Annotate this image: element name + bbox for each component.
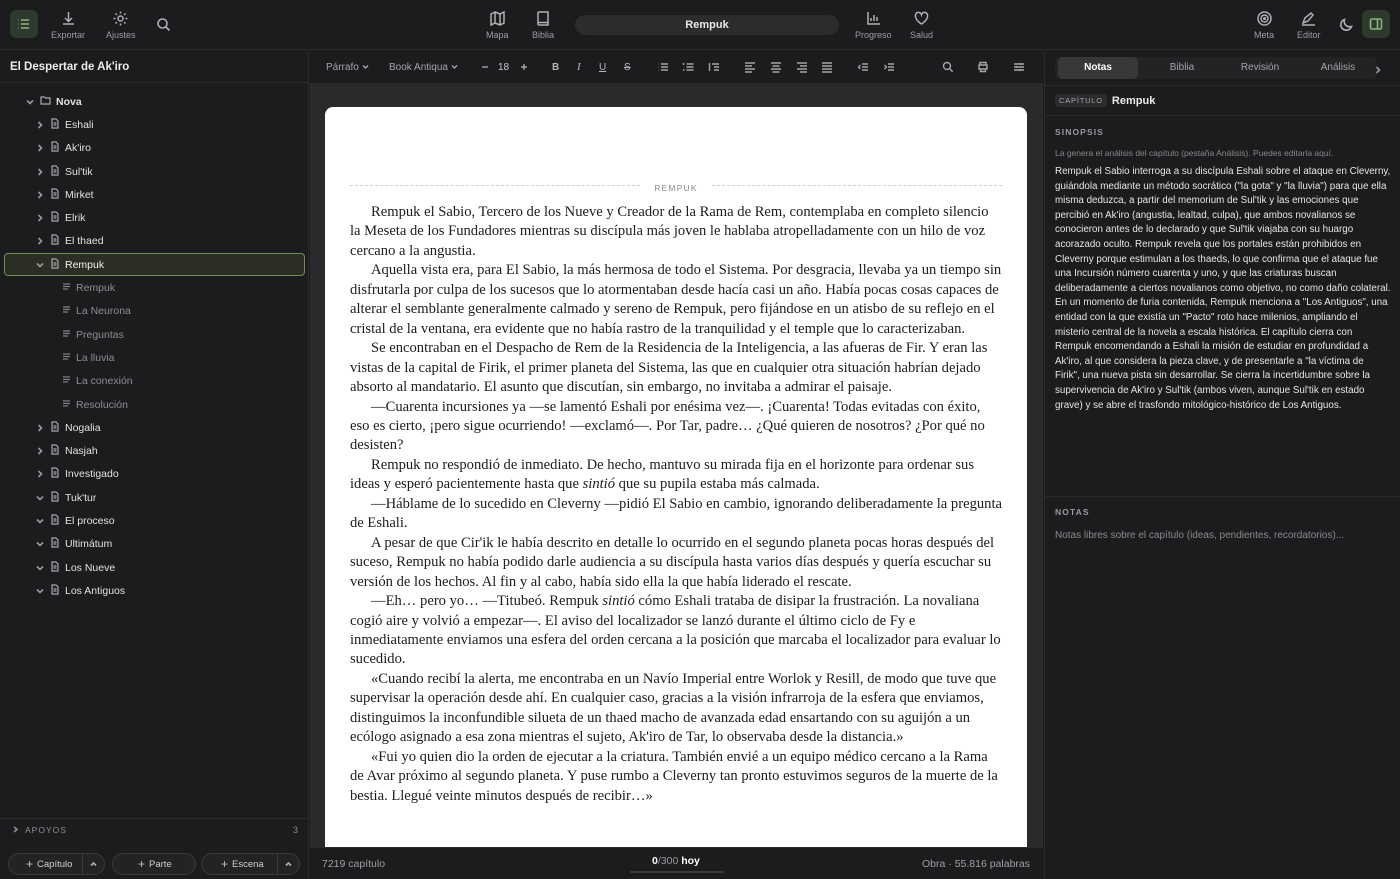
tree-root[interactable] (0, 90, 308, 113)
tree-chapter[interactable] (0, 206, 308, 229)
daily-goal[interactable] (652, 855, 700, 867)
add-buttons (8, 853, 302, 875)
synopsis-hint: La genera el análisis del capítulo (pestaña Análisis). Puedes editarla aquí. (1055, 148, 1334, 158)
sidebar-toggle-button[interactable] (10, 10, 38, 38)
document-body[interactable] (350, 203, 1002, 806)
status-bar (310, 847, 1043, 879)
bible-label: Biblia (532, 30, 555, 40)
search-button[interactable] (156, 17, 171, 35)
chevron-right-icon[interactable] (35, 190, 45, 200)
export-button[interactable] (51, 10, 85, 41)
tree-chapter-label: El proceso (65, 514, 115, 527)
tree-scene[interactable] (0, 276, 308, 299)
printer-icon (977, 61, 989, 73)
panel-toggle-button[interactable] (1362, 10, 1390, 38)
font-size-decrease[interactable] (479, 60, 491, 74)
tree-scene[interactable] (0, 323, 308, 346)
bar-chart-icon (865, 10, 882, 27)
tree-scene-label: Rempuk (76, 282, 116, 295)
tree-chapter[interactable] (0, 183, 308, 206)
font-value: Book Antiqua (389, 61, 448, 73)
chapter-info (1055, 94, 1155, 107)
tree-chapter[interactable] (0, 439, 308, 462)
format-toolbar (310, 51, 1043, 84)
top-bar (0, 0, 1400, 50)
plus-icon (518, 61, 530, 73)
paragraph: —Cuarenta incursiones ya —se lamentó Eshali por enésima vez—. ¡Cuarenta! Todas evitadas con éxito, eso es cierto, ¡pero sigue ocurriendo! —exclamó—. Por Tar, padre… ¿Qué quieren de nosotros? ¿Por qué no desisten? (350, 398, 985, 454)
tree-chapter[interactable] (0, 416, 308, 439)
tree-chapter-label: Nogalia (65, 421, 101, 434)
tree-chapter-label: Nasjah (65, 445, 98, 458)
paragraph: Aquella vista era, para El Sabio, la más hermosa de todo el Sistema. Por desgracia, llevaba ya un tiempo sin disfrutarla por culpa de los sucesos que lo atormentaban desde hacía casi un año. Había pocas cosas capaces de alterar el semblante generalmente calmado y sereno de Rempuk, pero fijándose en un atisbo de su reflejo en el cristal de la ventana, era evidente que no había rastro de la tranquilidad y el temple que lo caracterizaban. (350, 262, 1002, 337)
editor (310, 51, 1043, 879)
text-lines-icon (62, 305, 71, 317)
align-right-icon (796, 61, 808, 73)
italic-text: sintió (602, 593, 635, 610)
tree-chapter[interactable] (0, 556, 308, 579)
chevron-down-icon[interactable] (35, 493, 45, 503)
sidebar (0, 51, 309, 879)
tab-analysis[interactable]: Análisis (1320, 62, 1356, 73)
tree-chapter-selected[interactable] (0, 253, 308, 276)
paragraph (350, 456, 1002, 495)
pen-icon (1300, 10, 1317, 27)
heading-rule (350, 185, 640, 186)
outline-icon (708, 61, 720, 73)
document-icon (50, 467, 60, 481)
chevron-right-icon[interactable] (35, 446, 45, 456)
text-lines-icon (62, 352, 71, 364)
add-scene-button[interactable] (201, 853, 300, 875)
add-chapter-button[interactable] (8, 853, 105, 875)
font-size-increase[interactable] (518, 60, 530, 74)
today-count: 0 (652, 855, 658, 867)
chevron-down-icon[interactable] (35, 586, 45, 596)
paragraph-style-value: Párrafo (326, 61, 359, 73)
italic-button[interactable]: I (577, 61, 581, 73)
text-lines-icon (62, 329, 71, 341)
document-icon (50, 258, 60, 272)
tree-scene-label: Resolución (76, 398, 128, 411)
outline-button[interactable] (708, 60, 720, 74)
paragraph: Se encontraban en el Despacho de Rem de la Residencia de la Inteligencia, a las afueras de Fir. Y eran las vistas de la capital de Firik, el primer planeta del Sistema, las que en cualquier otra situación habrían dejado absorto al mandatario. El asunto que discutían, sin embargo, no invitaba a admirar el paisaje. (350, 340, 988, 396)
paragraph: Rempuk el Sabio, Tercero de los Nueve y Creador de la Rama de Rem, contemplaba en completo silencio la Meseta de los Fundadores mientras su discípula más joven le hablaba atropelladamente con un hilo de voz cercano a la angustia. (350, 204, 989, 259)
goal-label: Meta (1254, 30, 1275, 40)
document-icon (50, 561, 60, 575)
document-icon (50, 421, 60, 435)
divider (1045, 496, 1400, 497)
notes-field[interactable]: Notas libres sobre el capítulo (ideas, pendientes, recordatorios)... (1055, 530, 1345, 541)
tree-chapter[interactable] (0, 463, 308, 486)
divider (1045, 85, 1400, 86)
inspector-panel (1044, 51, 1400, 879)
add-scene-label: Escena (232, 858, 264, 870)
paragraph-style-select[interactable] (326, 60, 369, 74)
text-lines-icon (62, 399, 71, 411)
paragraph-text: que su pupila estaba más calmada. (615, 476, 820, 493)
chevron-down-icon[interactable] (35, 563, 45, 573)
chevron-down-icon[interactable] (35, 516, 45, 526)
tree-chapter-label: Sul'tik (65, 165, 93, 178)
add-part-button[interactable] (112, 853, 196, 875)
chevron-right-icon[interactable] (35, 167, 45, 177)
map-button[interactable] (486, 10, 509, 41)
document-page[interactable] (325, 107, 1027, 847)
format-settings-button[interactable] (1013, 60, 1025, 74)
document-icon (50, 491, 60, 505)
tree-scene-label: La conexión (76, 375, 133, 388)
chevron-right-icon[interactable] (35, 469, 45, 479)
outdent-icon (857, 61, 869, 73)
chevron-down-icon[interactable] (35, 539, 45, 549)
search-icon (156, 17, 171, 32)
synopsis-title: SINOPSIS (1055, 127, 1104, 137)
manuscript-tree (0, 83, 308, 603)
tree-scene[interactable] (0, 346, 308, 369)
tree-scene[interactable] (0, 300, 308, 323)
minus-icon (479, 61, 491, 73)
chevron-right-icon[interactable] (35, 120, 45, 130)
dark-mode-button[interactable] (1339, 17, 1354, 35)
align-center-icon (770, 61, 782, 73)
moon-icon (1339, 17, 1354, 32)
chevron-right-icon[interactable] (35, 423, 45, 433)
document-icon (50, 444, 60, 458)
paragraph-text: Rempuk no respondió de inmediato. De hecho, mantuvo su mirada fija en el horizonte para ordenar sus ideas y esperó pacientemente hasta que (350, 456, 975, 493)
editor-button[interactable] (1297, 10, 1321, 41)
chevron-down-icon (448, 62, 458, 73)
paragraph: «Fui yo quien dio la orden de ejecutar a la criatura. También envié a un equipo médico cercano a la Rama de Avar próximo al segundo planeta. Y puse rumbo a Cleverny tan pronto estuvimos seguros de la muerte de la bestia. Llegué veinte minutos después de recibir…» (350, 748, 998, 804)
supports-count: 3 (292, 825, 298, 835)
list-icon (17, 17, 31, 31)
heart-icon (913, 10, 930, 27)
bold-button[interactable]: B (552, 61, 560, 73)
tree-chapter[interactable] (0, 509, 308, 532)
project-title: El Despertar de Ak'iro (0, 51, 308, 83)
progress-button[interactable] (855, 10, 892, 41)
indent-icon (883, 61, 895, 73)
bullet-list-button[interactable] (657, 60, 669, 74)
plus-icon: + (26, 857, 34, 871)
plus-icon: + (221, 857, 229, 871)
tree-chapter-label: Tuk'tur (65, 491, 97, 504)
tree-chapter-label: Ak'iro (65, 142, 91, 155)
book-icon (535, 10, 552, 27)
tree-chapter-label: Elrik (65, 212, 86, 225)
gear-icon (112, 10, 129, 27)
editor-label: Editor (1297, 30, 1321, 40)
tree-scene[interactable] (0, 393, 308, 416)
today-label: hoy (681, 855, 700, 867)
search-icon (942, 61, 954, 73)
tree-chapter-label: Eshali (65, 118, 94, 131)
tree-root-label: Nova (56, 95, 82, 108)
numbered-list-icon (682, 61, 694, 73)
tree-chapter[interactable] (0, 160, 308, 183)
chapter-heading (350, 180, 1002, 192)
align-left-button[interactable] (744, 60, 756, 74)
health-label: Salud (910, 30, 934, 40)
tree-chapter[interactable] (0, 230, 308, 253)
chapter-name: Rempuk (1111, 94, 1156, 107)
tab-review[interactable]: Revisión (1240, 62, 1280, 73)
supports-label: APOYOS (25, 825, 67, 835)
paragraph: «Cuando recibí la alerta, me encontraba en un Navío Imperial entre Worlok y Resill, de modo que tuve que supervisar la operación desde ahí. En cualquier caso, gracias a la visión infrarroja de la esfera que enviamos, distinguimos la inconfundible silueta de un thaed macho de avanzada edad ensartando con su aguijón a un ecólogo asignado a esa zona mientras el sujeto, Ak'iro de Tar, lo observaba desde la distancia.» (350, 670, 997, 746)
outdent-button[interactable] (857, 60, 869, 74)
find-button[interactable] (942, 60, 954, 74)
synopsis-text[interactable]: Rempuk el Sabio interroga a su discípula Eshali sobre el ataque en Cleverny, guiándola mediante un método socrático ("la gota" y "la lluvia") para que ella misma deduzca, a partir del memorium de Sul'tik y las emociones que percibió en Ak'iro (angustia, lealtad, culpa), que ambos novalianos se conocieron antes de lo declarado y que Sul'tik viajaba con su huargo acorazado oculto. Rempuk revela que los portales están prohibidos en Cleverny porque estimulan a los thaeds, lo que confirma que el ataque fue una Incursión número cuarenta y uno, y que las criaturas buscan deliberadamente a ciertos novalianos como objetivo, no como daño colateral. En un momento de furia contenida, Rempuk menciona a "Los Antiguos", una entidad con la que existía un "Pacto" roto hace milenios, ampliando el misterio central de la novela a escala histórica. El capítulo cierra con Rempuk encomendando a Eshali la misión de estudiar en profundidad a Ak'iro, al que considera la pieza clave, y de presentarle a "la víctima de Firik", una nueva pista sin desarrollar. Se cierra la incertidumbre sobre la supervivencia de Ak'iro y Sul'tik (ambos viven, aunque Sul'tik en estado grave) y se abre el trasfondo mitológico-histórico de Los Antiguos. (1055, 166, 1391, 411)
align-left-icon (744, 61, 756, 73)
panel-tabs (1055, 57, 1377, 79)
tree-chapter[interactable] (0, 579, 308, 602)
font-select[interactable] (389, 60, 458, 74)
document-icon (50, 514, 60, 528)
underline-button[interactable]: U (599, 61, 607, 73)
align-justify-icon (821, 61, 833, 73)
target-icon (1256, 10, 1273, 27)
progress-label: Progreso (855, 30, 892, 40)
tree-chapter[interactable] (0, 533, 308, 556)
tree-scene-label: La lluvia (76, 351, 115, 364)
sidebar-footer (0, 818, 309, 871)
document-icon (50, 211, 60, 225)
tree-chapter-label: Mirket (65, 188, 94, 201)
supports-section[interactable] (0, 819, 309, 841)
download-icon (60, 10, 77, 27)
align-right-button[interactable] (796, 60, 808, 74)
paragraph: —Háblame de lo sucedido en Cleverny —pidió El Sabio en cambio, ignorando deliberadamente la pregunta de Eshali. (350, 495, 1002, 532)
settings-label: Ajustes (106, 30, 136, 40)
today-goal: /300 (657, 855, 679, 867)
tree-chapter-label: Los Antiguos (65, 584, 126, 597)
tree-chapter-label: Rempuk (65, 258, 105, 271)
tab-bible[interactable]: Biblia (1169, 62, 1195, 73)
folder-icon (40, 95, 51, 108)
chevron-down-icon[interactable] (35, 260, 45, 270)
italic-text: sintió (582, 476, 616, 493)
chapter-word-count: 7219 capítulo (322, 858, 386, 870)
tree-chapter-label: Los Nueve (65, 561, 116, 574)
document-icon (50, 118, 60, 132)
sidebar-right-icon (1369, 17, 1383, 31)
paragraph: A pesar de que Cir'ik le había descrito en detalle lo ocurrido en el segundo planeta pocas horas después del suceso, Rempuk no había podido darle audiencia a su discípula hasta varios días después y quería escuchar su versión de los hechos. Al fin y al cabo, había sido ella la que había liderado el rescate. (350, 534, 995, 590)
tree-chapter[interactable] (0, 113, 308, 136)
tree-chapter[interactable] (0, 137, 308, 160)
chevron-right-icon[interactable] (35, 143, 45, 153)
font-size-value[interactable]: 18 (498, 61, 510, 73)
tree-scene-label: La Neurona (76, 305, 131, 318)
work-word-count: Obra · 55.816 palabras (922, 858, 1030, 870)
map-label: Mapa (486, 30, 509, 40)
chevron-up-icon[interactable] (82, 854, 104, 874)
document-icon (50, 537, 60, 551)
bullet-list-icon (657, 61, 669, 73)
daily-goal-progress (630, 871, 724, 873)
chapter-heading-text: REMPUK (654, 183, 698, 193)
align-center-button[interactable] (770, 60, 782, 74)
divider (1045, 115, 1400, 116)
chevron-right-icon[interactable] (35, 213, 45, 223)
settings-button[interactable] (106, 10, 136, 41)
tree-chapter-label: El thaed (65, 235, 104, 248)
chevron-right-icon[interactable] (12, 825, 19, 835)
chevron-right-icon[interactable] (35, 236, 45, 246)
text-lines-icon (62, 282, 71, 294)
document-icon (50, 234, 60, 248)
heading-rule (712, 185, 1002, 186)
map-icon (489, 10, 506, 27)
tree-scene-label: Preguntas (76, 328, 124, 341)
goal-button[interactable] (1254, 10, 1274, 41)
strikethrough-button[interactable]: S (624, 61, 631, 73)
indent-button[interactable] (883, 60, 895, 74)
add-chapter-label: Capítulo (37, 858, 73, 870)
chevron-down-icon[interactable] (25, 97, 35, 107)
print-button[interactable] (977, 60, 989, 74)
document-icon (50, 165, 60, 179)
sliders-icon (1013, 61, 1025, 73)
plus-icon: + (138, 857, 146, 871)
text-lines-icon (62, 375, 71, 387)
health-button[interactable] (910, 10, 933, 41)
document-title[interactable]: Rempuk (575, 15, 839, 35)
bible-button[interactable] (532, 10, 554, 41)
document-icon (50, 584, 60, 598)
paragraph-text: —Eh… pero yo… —Titubeó. Rempuk (371, 593, 603, 610)
chapter-badge: CAPÍTULO (1055, 94, 1107, 107)
tree-chapter-label: Ultimátum (65, 538, 113, 551)
tree-chapter-label: Investigado (65, 468, 119, 481)
paragraph-text: cómo Eshali trataba de disipar la frustración. La novaliana cogió aire y volvió a empezar—. El aviso del localizador se lanzó durante el último ciclo de Fy e inmediatamente enviamos una esfera del orden cercana a la posición que marcaba el localizador para evaluar lo sucedido. (350, 593, 1001, 668)
tab-notes[interactable]: Notas (1058, 57, 1138, 79)
numbered-list-button[interactable] (682, 60, 694, 74)
chevron-up-icon[interactable] (277, 854, 299, 874)
export-label: Exportar (51, 30, 86, 40)
add-part-label: Parte (149, 858, 172, 870)
chevron-down-icon (359, 62, 369, 73)
chevron-right-icon[interactable] (1374, 63, 1382, 77)
tree-chapter[interactable] (0, 486, 308, 509)
document-icon (50, 188, 60, 202)
paragraph (350, 592, 1002, 670)
justify-button[interactable] (821, 60, 833, 74)
document-icon (50, 141, 60, 155)
notes-title: NOTAS (1055, 507, 1090, 517)
tree-scene[interactable] (0, 370, 308, 393)
